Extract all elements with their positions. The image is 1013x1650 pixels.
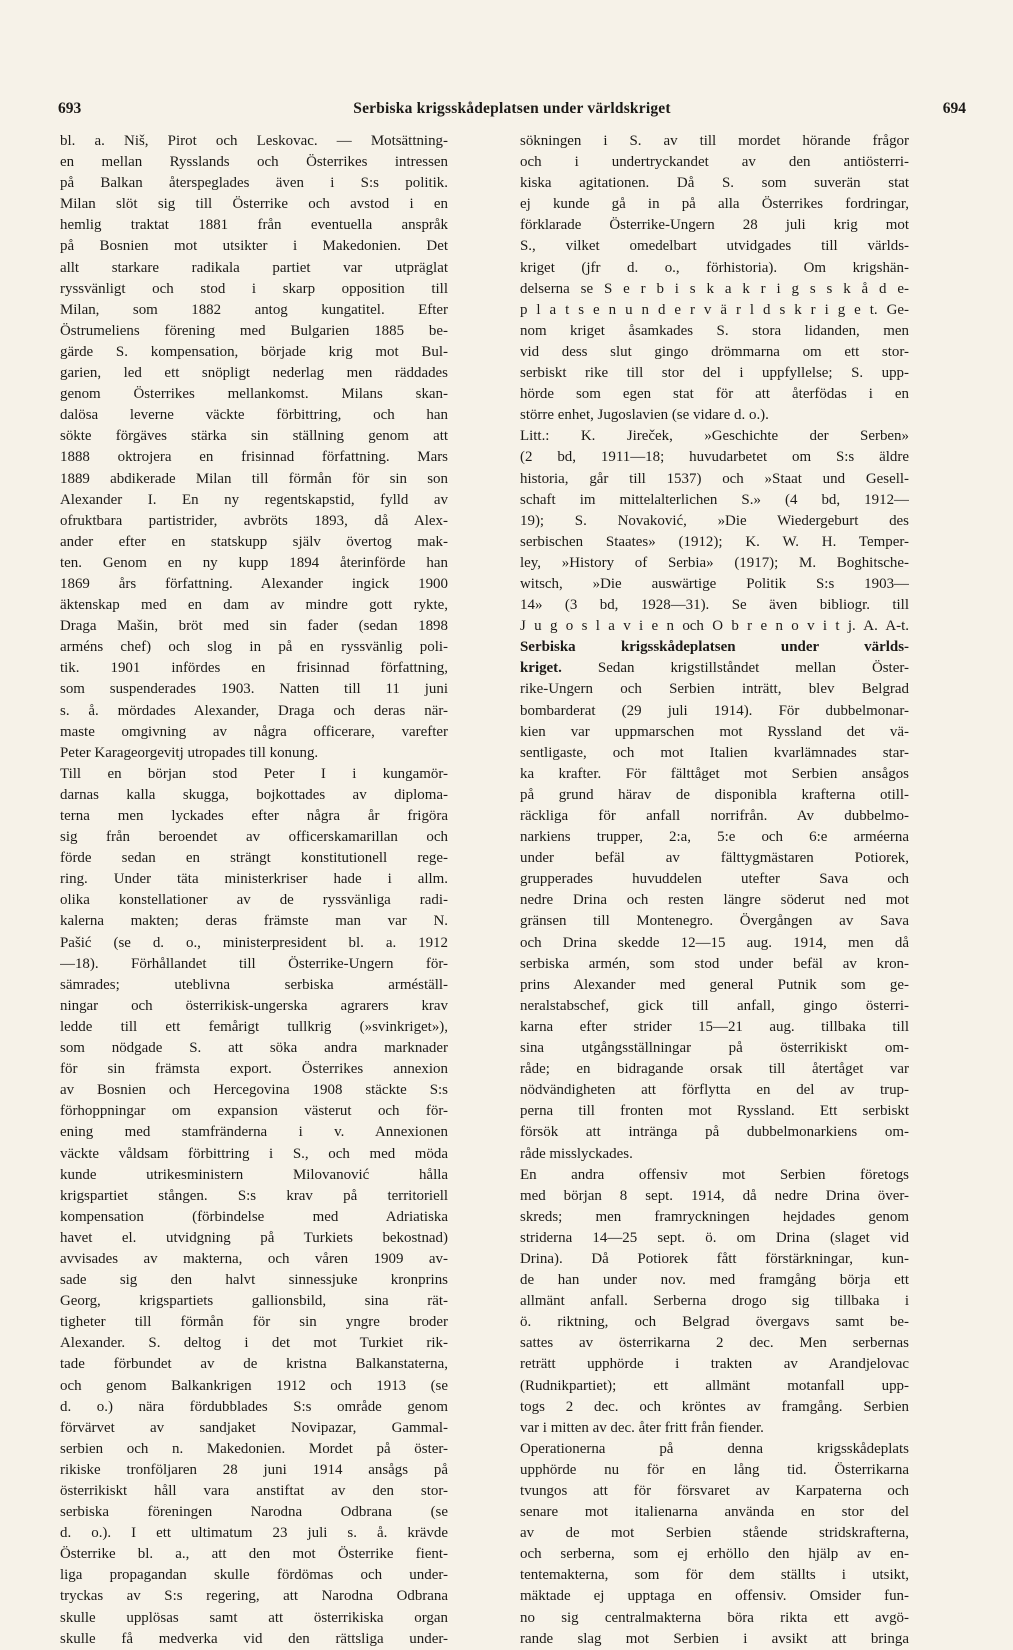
text-line: och serberna, som ej erhöllo den hjälp av en- — [520, 1546, 909, 1563]
text-line: Alexander I. En ny regentskapstid, fylld av — [60, 491, 448, 508]
text-line: 1869 års författning. Alexander ingick 1900 — [60, 575, 448, 592]
text-line: grupperades huvuddelen utefter Sava och — [520, 871, 909, 888]
text-line: sämrades; uteblivna serbiska arméställ- — [60, 976, 448, 993]
text-line: no sig centralmakterna böra rikta ett avgö- — [520, 1609, 909, 1626]
text-line: kiska agitationen. Då S. som suverän stat — [520, 175, 909, 192]
text-line: skulle upplösas samt att österrikiska organ — [60, 1609, 448, 1626]
text-line: Litt.: K. Jireček, »Geschichte der Serben» — [520, 428, 909, 445]
text-line: 14» (3 bd, 1928—31). Se även bibliogr. till — [520, 597, 909, 614]
text-line: Milan, som 1882 antog kungatitel. Efter — [60, 301, 448, 318]
text-line: prins Alexander med general Putnik som ge- — [520, 976, 909, 993]
text-line: sökningen i S. av till mordet hörande frågor — [520, 133, 909, 149]
text-line: d. o.) nära fördubblades S:s område genom — [60, 1398, 448, 1415]
text-line: österrikiskt håll vara anstiftat av den stor- — [60, 1483, 448, 1499]
text-line: ander efter en statskupp själv övertog mak- — [60, 533, 448, 550]
text-line: gränsen till Montenegro. Övergången av Sava — [520, 913, 909, 930]
text-line: J u g o s l a v i e n och O b r e n o v i t j. A. A-t. — [520, 618, 909, 635]
text-line: serbiska föreningen Narodna Odbrana (se — [60, 1504, 448, 1521]
text-line: Till en början stod Peter I i kungamör- — [60, 765, 448, 782]
text-line: av Bosnien och Hercegovina 1908 stäckte S:s — [60, 1082, 448, 1099]
text-line: sentligaste, och mot Italien kvarlämnades star- — [520, 744, 909, 761]
text-line: terna men lyckades efter några år frigöra — [60, 808, 448, 824]
text-line: —18). Förhållandet till Österrike-Ungern för- — [60, 955, 448, 972]
text-line: 19); S. Novaković, »Die Wiedergeburt des — [520, 512, 909, 529]
text-line: krigspartiet stången. S:s krav på territoriell — [60, 1187, 448, 1204]
text-line: 1889 abdikerade Milan till förmån för sin son — [60, 470, 448, 487]
text-line: skreds; men framryckningen hejdades genom — [520, 1208, 909, 1225]
text-line: genom Österrikes mellankomst. Milans skan- — [60, 386, 448, 403]
text-line: ningar och österrikisk-ungerska agrarers krav — [60, 997, 448, 1014]
text-line: Drina). Då Potiorek fått förstärkningar, kun- — [520, 1250, 909, 1267]
text-line: narkiens trupper, 2:a, 5:e och 6:e arméerna — [520, 829, 909, 846]
text-line: på Bosnien mot utsikter i Makedonien. Det — [60, 238, 448, 255]
text-line: rande slag mot Serbien i avsikt att bringa — [520, 1630, 909, 1647]
text-line: 1888 oktrojera en frisinnad författning. Mars — [60, 449, 448, 466]
text-line: tentemakterna, som för dem ställts i utsikt, — [520, 1567, 909, 1584]
text-line: bl. a. Niš, Pirot och Leskovac. — Motsättning- — [60, 133, 448, 149]
text-line: (Rudnikpartiet); ett allmänt motanfall upp- — [520, 1377, 909, 1394]
text-line: större enhet, Jugoslavien (se vidare d. o.). — [520, 407, 769, 424]
text-line: på Balkan återspeglades även i S:s politik. — [60, 175, 448, 192]
text-line: som nödgade S. att söka andra marknader — [60, 1040, 448, 1057]
text-line: förvärvet av sandjaket Novipazar, Gammal- — [60, 1419, 448, 1436]
running-title: Serbiska krigsskådeplatsen under världskriget — [353, 100, 671, 117]
text-line: arméns chef) och slog in på en ryssvänlig poli- — [60, 639, 448, 656]
text-line: karna efter strider 15—21 aug. tillbaka till — [520, 1018, 909, 1035]
text-line: nom kriget åsamkades S. stora lidanden, men — [520, 322, 909, 339]
text-line: ten. Genom en ny kupp 1894 återinförde han — [60, 554, 448, 571]
text-line: senare mot italienarna använda en stor del — [520, 1504, 909, 1521]
text-line: sade sig den halvt sinnessjuke kronprins — [60, 1272, 448, 1289]
text-line: äktenskap med en dam av mindre gott rykte, — [60, 597, 448, 614]
text-line: kunde utrikesministern Milovanović hålla — [60, 1166, 448, 1183]
text-line: Peter Karageorgevitj utropades till konung. — [60, 744, 319, 761]
text-line: upphörde nu för en lång tid. Österrikarna — [520, 1461, 909, 1478]
text-line: rike-Ungern och Serbien inträtt, blev Belgrad — [520, 681, 909, 698]
text-line: havet el. utvidgning på Turkiets bekostnad) — [60, 1229, 448, 1246]
text-line: serbiska armén, som stod under befäl av kron- — [520, 955, 909, 972]
text-line: tvungos att för försvaret av Karpaterna och — [520, 1483, 909, 1499]
text-line: kriget (jfr d. o., förhistoria). Om krigshän- — [520, 259, 909, 276]
text-line: Österrike bl. a., att den mot Österrike fient- — [60, 1546, 448, 1563]
page-number-left: 693 — [58, 100, 82, 117]
text-line: tade förbundet av de kristna Balkanstaterna, — [60, 1356, 448, 1373]
text-line: råde; en bidragande orsak till återtåget var — [520, 1061, 909, 1078]
text-line: ryssvänligt och stod i skarp opposition till — [60, 280, 448, 297]
text-line: (2 bd, 1911—18; huvudarbetet om S:s äldre — [520, 449, 909, 466]
text-line: bombarderat (29 juli 1914). För dubbelmonar- — [520, 702, 909, 719]
text-line: förhoppningar om expansion västerut och för- — [60, 1103, 448, 1120]
text-line: olika konstellationer av de ryssvänliga radi- — [60, 892, 448, 909]
text-line: ley, »History of Serbia» (1917); M. Boghitsche- — [520, 554, 909, 571]
text-line: S., vilket omedelbart utvidgades till världs- — [520, 238, 909, 255]
text-line: serbiskt rike till stor del i uppfyllelse; S. upp- — [520, 365, 909, 382]
text-line: räckliga för anfall norrifrån. Av dubbelmo- — [520, 808, 909, 824]
text-line: vid dess slut gingo drömmarna om ett stor- — [520, 343, 909, 360]
text-line: serbien och n. Makedonien. Mordet på öster- — [60, 1440, 448, 1457]
text-line: råde misslyckades. — [520, 1145, 633, 1162]
text-line: allmänt anfall. Serberna drogo sig tillbaka i — [520, 1293, 909, 1310]
text-line: med början 8 sept. 1914, då nedre Drina över- — [520, 1187, 909, 1204]
text-line: sattes av österrikarna 2 dec. Men serbernas — [520, 1335, 909, 1352]
text-line: dalösa leverne väckte förbittring, och han — [60, 407, 448, 424]
text-line: förde sedan en strängt konstitutionell rege- — [60, 850, 448, 867]
text-line: och Drina skedde 12—15 aug. 1914, men då — [520, 934, 909, 951]
text-line: sina utgångsställningar på österrikiskt om- — [520, 1040, 909, 1057]
text-line: Georg, krigspartiets gallionsbild, sina rät- — [60, 1293, 448, 1310]
text-line: nedre Drina och resten längre söderut ned mot — [520, 892, 909, 909]
text-line: Draga Mašin, bröt med sin fader (sedan 1898 — [60, 618, 448, 635]
text-line: mäktade ej upptaga en offensiv. Omsider fun- — [520, 1588, 909, 1605]
text-line: Pašić (se d. o., ministerpresident bl. a. 1912 — [60, 934, 448, 951]
text-line: rikiske tronföljaren 28 juni 1914 ansågs på — [60, 1461, 448, 1478]
text-line: var i mitten av dec. åter fritt från fiender. — [520, 1419, 764, 1436]
text-line: serbischen Staates» (1912); K. W. H. Temper- — [520, 533, 909, 550]
text-line: och i undertryckandet av den antiösterri- — [520, 154, 909, 171]
text-line: hemlig traktat 1881 från eventuella anspråk — [60, 217, 448, 234]
text-line: ofruktbara partistrider, avbröts 1893, då Alex- — [60, 512, 448, 529]
text-line: hörde som egen stat för att återfödas i en — [520, 386, 909, 403]
text-line: allt starkare radikala partiet var utpräglat — [60, 259, 448, 276]
text-line: maste omgivning av några officerare, varefter — [60, 723, 448, 740]
text-line: Serbiska krigsskådeplatsen under världs- — [520, 639, 909, 656]
text-line: Alexander. S. deltog i det mot Turkiet rik- — [60, 1335, 448, 1352]
text-line: ening med stamfränderna i v. Annexionen — [60, 1124, 448, 1141]
text-line: Östrumeliens förening med Bulgarien 1885 be- — [60, 322, 448, 339]
text-line: En andra offensiv mot Serbien företogs — [520, 1166, 909, 1183]
text-line: darnas kalla skugga, bojkottades av diploma- — [60, 786, 448, 803]
text-line: ka krafter. För fälttåget mot Serbien ansågos — [520, 765, 909, 782]
text-line: kalerna makten; deras främste man var N. — [60, 913, 448, 930]
text-line: sig från beroendet av officerskamarillan och — [60, 829, 448, 846]
text-line: ö. riktning, och Belgrad övergavs samt be- — [520, 1314, 909, 1331]
text-line: skulle få medverka vid den rättsliga under- — [60, 1630, 448, 1647]
text-line: togs 2 dec. och kröntes av framgång. Serbien — [520, 1398, 909, 1415]
text-line: kompensation (förbindelse med Adriatiska — [60, 1208, 448, 1225]
text-line: som suspenderades 1903. Natten till 11 juni — [60, 681, 448, 698]
text-line: historia, går till 1537) och »Staat und Gesell- — [520, 470, 909, 487]
text-line: Milan slöt sig till Österrike och avstod i en — [60, 196, 448, 213]
text-line: tik. 1901 infördes en frisinnad författning, — [60, 660, 448, 677]
text-line: kien var uppmarschen mot Ryssland det vä- — [520, 723, 909, 740]
text-line: väckte våldsam förbittring i S., och med möda — [60, 1145, 448, 1162]
text-line: liga propagandan skulle fördömas och under- — [60, 1567, 448, 1584]
text-line: tryckas av S:s regering, att Narodna Odbrana — [60, 1588, 448, 1605]
text-line: av de mot Serbien stående stridskrafterna, — [520, 1525, 909, 1542]
text-line: sökte förgäves stärka sin ställning genom att — [60, 428, 448, 445]
text-line: gärde S. kompensation, började krig mot Bul- — [60, 343, 448, 360]
text-line: tigheter till förmån för sin yngre broder — [60, 1314, 448, 1331]
text-line: Operationerna på denna krigsskådeplats — [520, 1440, 909, 1457]
left-column — [60, 131, 448, 1650]
text-line: striderna 14—25 sept. ö. om Drina (slaget vid — [520, 1229, 909, 1246]
text-line: perna till fronten mot Ryssland. Ett serbiskt — [520, 1103, 909, 1120]
text-line: och genom Balkankrigen 1912 och 1913 (se — [60, 1377, 448, 1394]
text-line: nödvändigheten att förflytta en del av trup- — [520, 1082, 909, 1099]
running-header — [58, 100, 966, 126]
text-line: schaft im mittelalterlichen S.» (4 bd, 1912— — [520, 491, 909, 508]
text-line: avvisades av makterna, och våren 1909 av- — [60, 1250, 448, 1267]
text-line: för sin främsta export. Österrikes annexion — [60, 1061, 448, 1078]
text-line: en mellan Rysslands och Österrikes intressen — [60, 154, 448, 171]
text-line: ej kunde gå in på alla Österrikes fordringar, — [520, 196, 909, 213]
text-line: förklarade Österrike-Ungern 28 juli krig mot — [520, 217, 909, 234]
text-line: ledde till ett femårigt tullkrig (»svinkriget»), — [60, 1018, 448, 1035]
text-line: ring. Under täta ministerkriser hade i allm. — [60, 871, 448, 888]
text-line: försök att intränga på dubbelmonarkiens om- — [520, 1124, 909, 1141]
text-line: garien, led ett snöpligt nederlag men räddades — [60, 365, 448, 382]
text-line: på grund härav de disponibla krafterna otill- — [520, 786, 909, 803]
text-line: reträtt upphörde i trakten av Arandjelovac — [520, 1356, 909, 1373]
text-line: de han under nov. med framgång börja ett — [520, 1272, 909, 1289]
text-line: p l a t s e n u n d e r v ä r l d s k r i g e t. Ge- — [520, 301, 909, 318]
text-line: neralstabschef, gick till anfall, gingo österri- — [520, 997, 909, 1014]
text-line: delserna se S e r b i s k a k r i g s s k å d e- — [520, 280, 909, 297]
text-line: under befäl av fälttygmästaren Potiorek, — [520, 850, 909, 867]
right-column — [520, 131, 909, 1650]
text-line: d. o.). I ett ultimatum 23 juli s. å. krävde — [60, 1525, 448, 1542]
page-number-right: 694 — [942, 100, 966, 117]
text-line: kriget. Sedan krigstillståndet mellan Öster- — [520, 660, 909, 677]
text-line: s. å. mördades Alexander, Draga och deras när- — [60, 702, 448, 719]
text-line: witsch, »Die auswärtige Politik S:s 1903— — [520, 575, 909, 592]
